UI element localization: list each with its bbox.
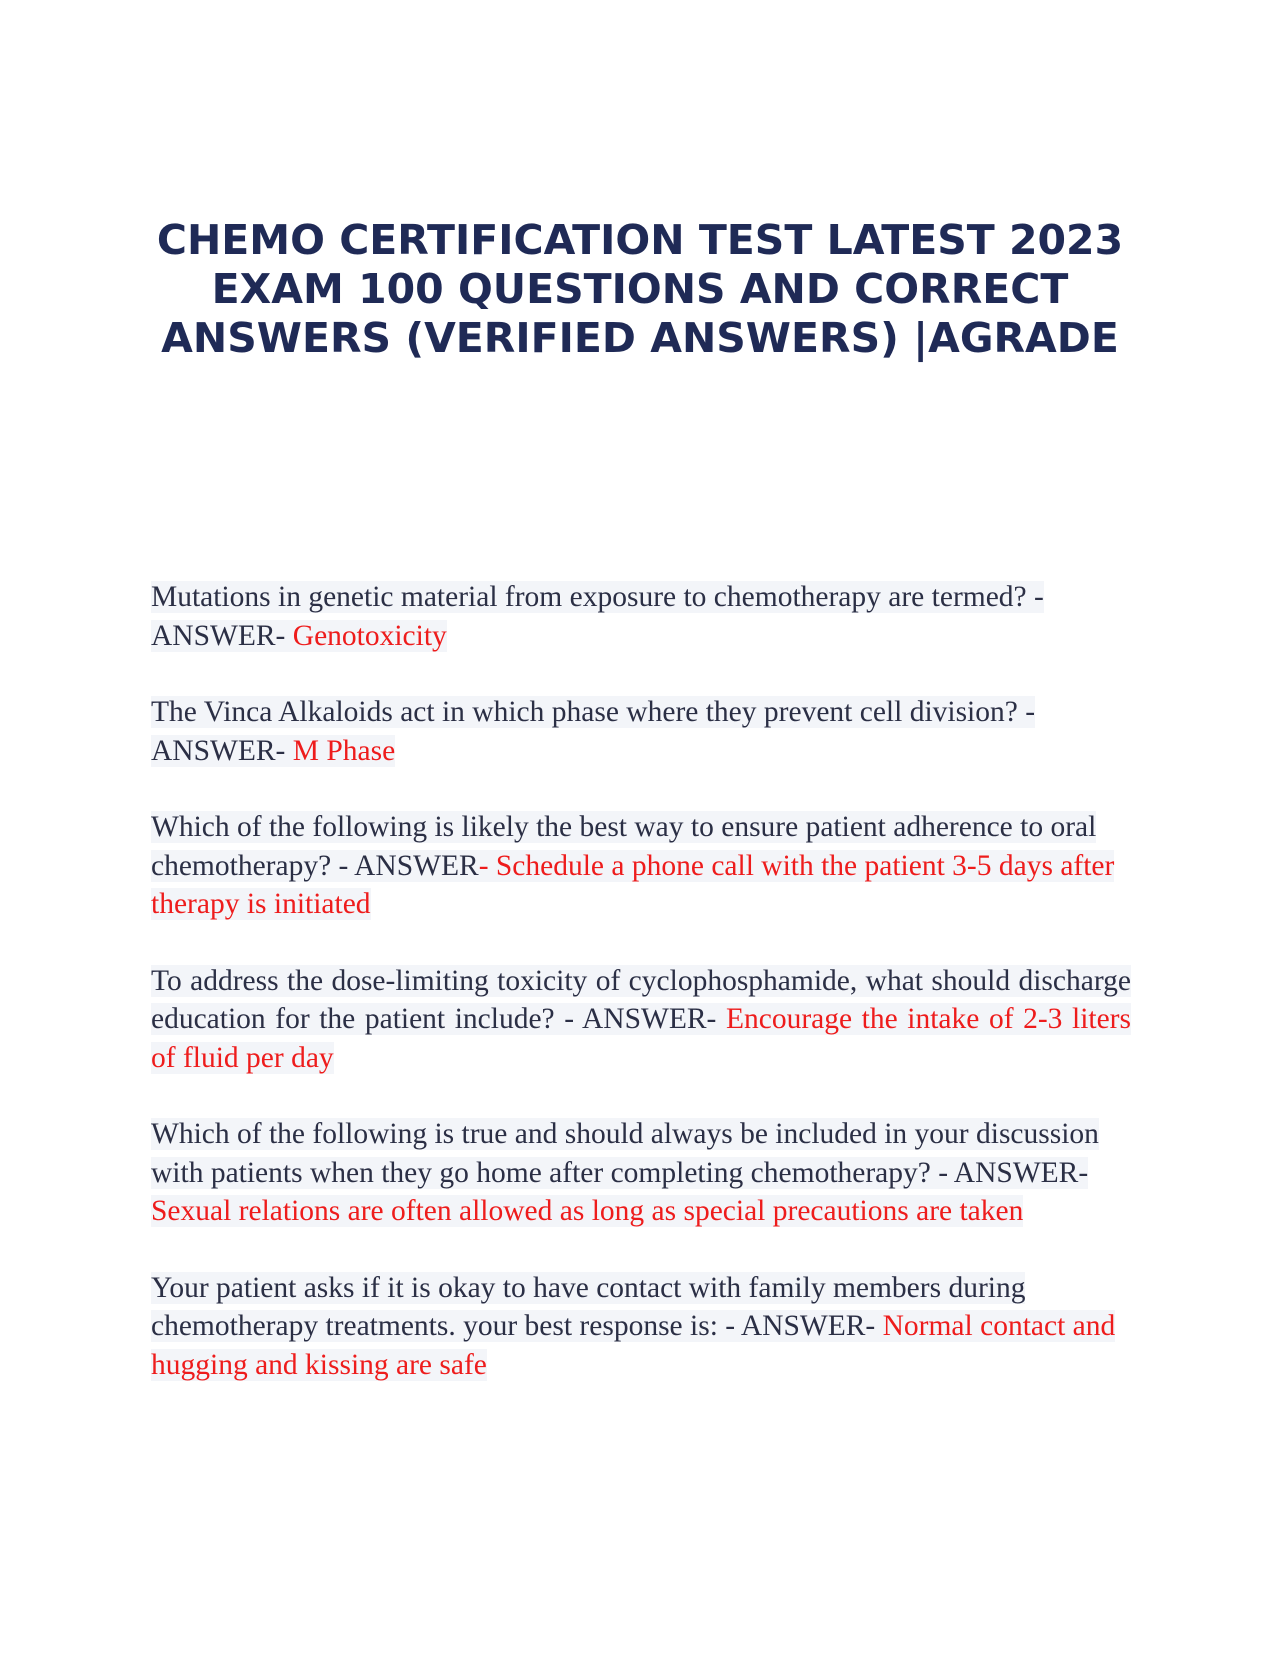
answer-text: - Schedule a phone call with the patient 3-5 days after therapy is initiated (151, 849, 1115, 920)
answer-text: Normal contact and hugging and kissing are safe (151, 1310, 1116, 1381)
document-title: CHEMO CERTIFICATION TEST LATEST 2023 EXAM 100 QUESTIONS AND CORRECT ANSWERS (VERIFIED ANSWERS) |AGRADE (156, 216, 1124, 362)
question-text: Which of the following is true and should always be included in your discussion with patients when they go home after completing chemotherapy? - ANSWER- (151, 1118, 1099, 1189)
question-text: Mutations in genetic material from exposure to chemotherapy are termed? - ANSWER- (151, 581, 1044, 652)
qa-item-5 (151, 1115, 1131, 1231)
answer-text: M Phase (292, 734, 396, 767)
qa-highlight (151, 1118, 1099, 1227)
question-text: Your patient asks if it is okay to have contact with family members during chemotherapy treatments. your best response is: - ANSWER- (151, 1271, 1026, 1342)
answer-text: Encourage the intake of 2-3 liters of fluid per day (151, 1003, 1131, 1074)
qa-list (151, 578, 1131, 1422)
question-text: Which of the following is likely the best way to ensure patient adherence to oral chemotherapy? - ANSWER (151, 811, 1097, 882)
qa-highlight (151, 965, 1131, 1074)
question-text: To address the dose-limiting toxicity of cyclophosphamide, what should discharge education for the patient include? - ANSWER- (151, 964, 1131, 1035)
qa-highlight (151, 811, 1114, 920)
qa-item-3 (151, 808, 1131, 924)
qa-item-6 (151, 1269, 1131, 1385)
qa-highlight (151, 1272, 1115, 1381)
answer-text: Genotoxicity (292, 619, 447, 652)
answer-text: Sexual relations are often allowed as long as special precautions are taken (151, 1195, 1024, 1227)
qa-highlight (151, 696, 1035, 767)
qa-item-2 (151, 693, 1131, 770)
qa-item-1 (151, 578, 1131, 655)
qa-highlight (151, 581, 1044, 652)
question-text: The Vinca Alkaloids act in which phase where they prevent cell division? - ANSWER- (151, 696, 1036, 767)
qa-item-4 (151, 962, 1131, 1078)
